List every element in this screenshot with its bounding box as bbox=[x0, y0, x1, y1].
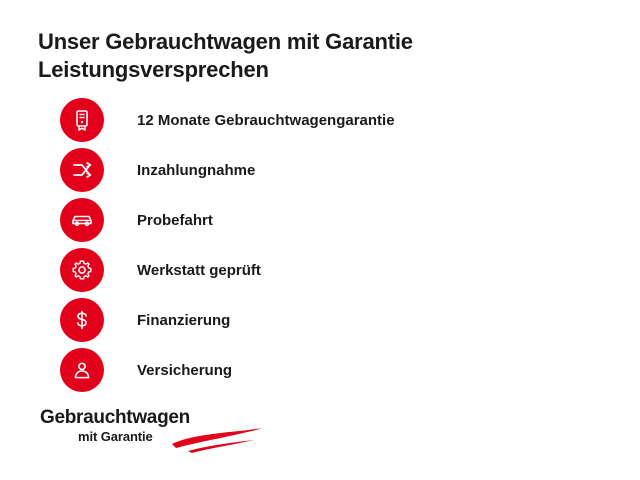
page-title-line2: Leistungsversprechen bbox=[38, 57, 269, 83]
list-item bbox=[60, 345, 600, 395]
list-item bbox=[60, 195, 600, 245]
brand-logo-line2: mit Garantie bbox=[78, 429, 153, 444]
page-title-line1: Unser Gebrauchtwagen mit Garantie bbox=[38, 29, 413, 54]
list-item-label: Probefahrt bbox=[137, 211, 213, 229]
page-title bbox=[38, 28, 598, 84]
list-item bbox=[60, 145, 600, 195]
list-item-label: Inzahlungnahme bbox=[137, 161, 256, 179]
exchange-arrows-icon bbox=[60, 148, 104, 192]
list-item-label: Werkstatt geprüft bbox=[137, 261, 261, 279]
list-item bbox=[60, 95, 600, 145]
brand-logo bbox=[40, 408, 260, 458]
list-item bbox=[60, 245, 600, 295]
list-item-label: 12 Monate Gebrauchtwagengarantie bbox=[137, 111, 395, 129]
benefits-list bbox=[60, 95, 600, 395]
brand-swoosh-icon bbox=[168, 424, 264, 454]
person-shield-icon bbox=[60, 348, 104, 392]
list-item-label: Versicherung bbox=[137, 361, 233, 379]
gear-icon bbox=[60, 248, 104, 292]
list-item bbox=[60, 295, 600, 345]
list-item-label: Finanzierung bbox=[137, 311, 231, 329]
brand-logo-line1: Gebrauchtwagen bbox=[40, 407, 190, 428]
dollar-icon bbox=[60, 298, 104, 342]
car-icon bbox=[60, 198, 104, 242]
certificate-icon bbox=[60, 98, 104, 142]
